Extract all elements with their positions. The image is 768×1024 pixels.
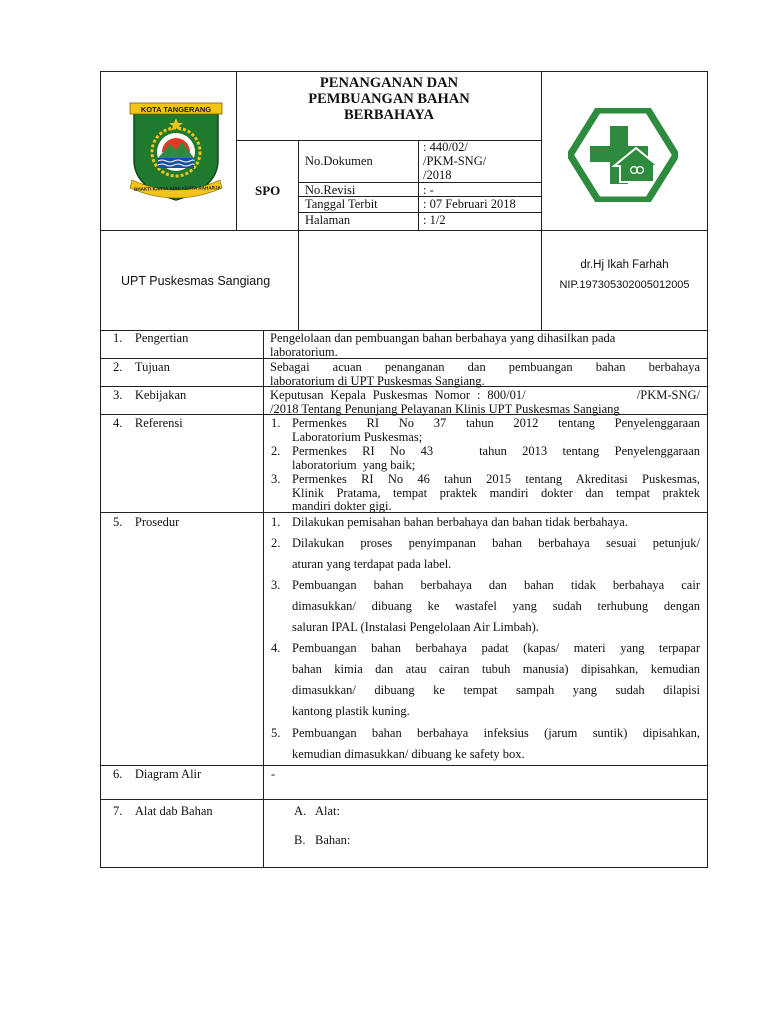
title-line-1: PENANGANAN DAN [319, 75, 459, 91]
label-tujuan: 2. Tujuan [113, 360, 170, 374]
label-prosedur: 5. Prosedur [113, 515, 180, 529]
prosedur-item-5-line-2: kemudian dimasukkan/ dibuang ke safety box. [292, 747, 525, 761]
kebijakan-line-2: /2018 Tentang Penunjang Pelayanan Klinis UPT Puskesmas Sangiang [270, 402, 620, 416]
prosedur-item-5-num: 5. [271, 726, 281, 740]
label-diagram-alir: 6. Diagram Alir [113, 767, 202, 781]
kota-tangerang-logo [126, 100, 226, 206]
referensi-item-3-num: 3. [271, 472, 281, 486]
prosedur-item-2-num: 2. [271, 536, 281, 550]
prosedur-item-5-line-1: Pembuangan bahan berbahaya infeksius (jarum suntik) dipisahkan, [292, 726, 700, 740]
title-line-3: BERBAHAYA [344, 107, 434, 123]
field-no-dokumen-value-3: /2018 [423, 168, 452, 182]
title-line-2: PEMBUANGAN BAHAN [308, 91, 470, 107]
label-kebijakan: 3. Kebijakan [113, 388, 187, 402]
referensi-item-1-num: 1. [271, 416, 281, 430]
prosedur-item-3-line-2: dimasukkan/ dibuang ke wastafel yang sudah terhubung dengan [292, 599, 700, 613]
referensi-item-3-line-1: Permenkes RI No 46 tahun 2015 tentang Akreditasi Puskesmas, [292, 472, 700, 486]
referensi-item-2-line-1: Permenkes RI No 43 tahun 2013 tentang Penyelenggaraan [292, 444, 700, 458]
label-pengertian: 1. Pengertian [113, 331, 189, 345]
prosedur-item-1-line-1: Dilakukan pemisahan bahan berbahaya dan bahan tidak berbahaya. [292, 515, 628, 529]
referensi-item-1-line-1: Permenkes RI No 37 tahun 2012 tentang Penyelenggaraan [292, 416, 700, 430]
kebijakan-line-1: Keputusan Kepala Puskesmas Nomor : 800/01/ /PKM-SNG/ [270, 388, 700, 402]
field-tanggal-terbit-value: : 07 Februari 2018 [423, 197, 516, 211]
alat-item-b-num: B. [294, 833, 306, 847]
tujuan-line-2: laboratorium di UPT Puskesmas Sangiang. [270, 374, 485, 388]
prosedur-item-3-line-1: Pembuangan bahan berbahaya dan bahan tidak berbahaya cair [292, 578, 700, 592]
puskesmas-logo [568, 108, 678, 202]
prosedur-item-2-line-2: aturan yang terdapat pada label. [292, 557, 452, 571]
alat-item-a-num: A. [294, 804, 307, 818]
prosedur-item-4-line-3: dimasukkan/ dibuang ke tempat sampah yang sudah dilapisi [292, 683, 700, 697]
referensi-item-2-line-2: laboratorium yang baik; [292, 458, 416, 472]
field-no-revisi-label: No.Revisi [305, 183, 356, 197]
logo-banner-text: KOTA TANGERANG [140, 105, 212, 114]
label-referensi: 4. Referensi [113, 416, 183, 430]
signer-nip: NIP.197305302005012005 [559, 279, 690, 291]
logo-motto: BHAKTI KARYA ADHI KERTA RAHARJA [133, 185, 221, 192]
pengertian-line-1: Pengelolaan dan pembuangan bahan berbahaya yang dihasilkan pada [270, 331, 616, 345]
referensi-item-3-line-2: Klinik Pratama, tempat praktek mandiri dokter dan tempat praktek [292, 486, 700, 500]
field-no-dokumen-label: No.Dokumen [305, 154, 373, 168]
field-tanggal-terbit-label: Tanggal Terbit [305, 197, 378, 211]
field-no-dokumen-value-2: /PKM-SNG/ [423, 154, 487, 168]
prosedur-item-4-line-4: kantong plastik kuning. [292, 704, 410, 718]
referensi-item-3-line-3: mandiri dokter gigi. [292, 499, 392, 513]
prosedur-item-3-line-3: saluran IPAL (Instalasi Pengelolaan Air Limbah). [292, 620, 539, 634]
label-alat-bahan: 7. Alat dab Bahan [113, 804, 213, 818]
diagram-alir-value: - [271, 767, 276, 781]
prosedur-item-2-line-1: Dilakukan proses penyimpanan bahan berbahaya sesuai petunjuk/ [292, 536, 700, 550]
unit-name: UPT Puskesmas Sangiang [121, 274, 271, 288]
field-no-dokumen-value-1: : 440/02/ [423, 140, 468, 154]
field-halaman-label: Halaman [305, 213, 351, 227]
document-title [237, 75, 541, 123]
field-halaman-value: : 1/2 [423, 213, 446, 227]
referensi-item-2-num: 2. [271, 444, 281, 458]
spo-label: SPO [255, 183, 281, 198]
prosedur-item-4-line-1: Pembuangan bahan berbahaya padat (kapas/ materi yang terpapar [292, 641, 700, 655]
referensi-item-1-line-2: Laboratorium Puskesmas; [292, 430, 423, 444]
signer-name: dr.Hj Ikah Farhah [580, 259, 669, 271]
alat-item-b-text: Bahan: [315, 833, 351, 847]
prosedur-item-3-num: 3. [271, 578, 281, 592]
prosedur-item-4-line-2: bahan kimia dan atau cairan tubuh manusia) dipisahkan, kemudian [292, 662, 700, 676]
tujuan-line-1: Sebagai acuan penanganan dan pembuangan bahan berbahaya [270, 360, 700, 374]
prosedur-item-1-num: 1. [271, 515, 281, 529]
field-no-revisi-value: : - [423, 183, 434, 197]
pengertian-line-2: laboratorium. [270, 345, 338, 359]
alat-item-a-text: Alat: [315, 804, 340, 818]
prosedur-item-4-num: 4. [271, 641, 281, 655]
